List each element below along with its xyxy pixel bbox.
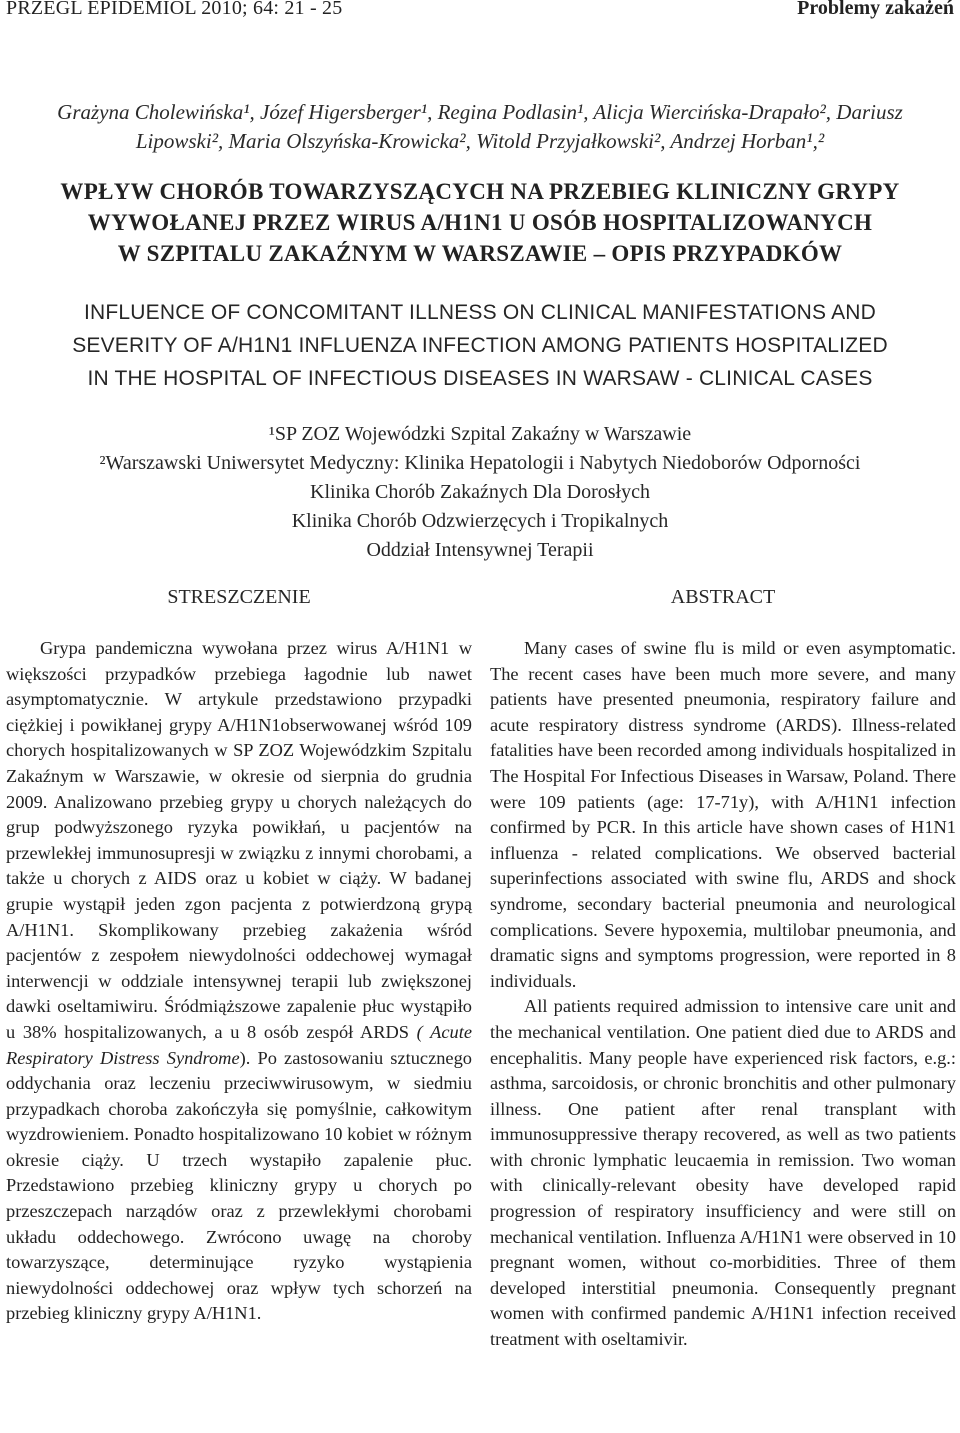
abstract-paragraph: All patients required admission to intensive care unit and the mechanical ventilation. One patient died due to ARDS and encephalitis. Many people have experienced risk factors, e.g.: asthma, sarcoidosis, or chronic bronchitis and other pulmonary illness. One patient after renal transplant with immunosuppressive therapy recovered, as well as two patients with chronic lymphatic leucaemia in remission. Two woman with clinically-relevant obesity have developed rapid progression of respiratory insufficiency and were still on mechanical ventilation. Influenza A/H1N1 were observed in 10 pregnant women, without co-morbidities. Three of them developed interstitial pneumonia. Consequently pregnant women with confirmed pandemic A/H1N1 infection received treatment with oseltamivir. (490, 996, 956, 1350)
title-english-line: SEVERITY OF A/H1N1 INFLUENZA INFECTION AMONG PATIENTS HOSPITALIZED (72, 334, 888, 357)
affiliation-line: ²Warszawski Uniwersytet Medyczny: Klinika Hepatologii i Nabytych Niedoborów Odporności (99, 452, 861, 474)
streszczenie-text-2: ). Po zastosowaniu sztucznego oddychania oraz leczeniu przeciwwirusowym, w siedmiu przypadkach choroba zakończyła się pomyślnie, całkowitym wyzdrowieniem. Ponadto hospitalizowano 10 kobiet w różnym okresie ciąży. U trzech wystapiło zapalenie płuc. Przedstawiono przebieg kliniczny grypy u chorych po przeszczepach narządów oraz z przewlekłymi chorobami układu oddechowego. Zwrócono uwagę na choroby towarzyszące, determinujące ryzyko wystąpienia niewydolności oddechowej oraz wpływ tych schorzeń na przebieg kliniczny grypy A/H1N1. (6, 1047, 472, 1324)
title-english-line: IN THE HOSPITAL OF INFECTIOUS DISEASES IN WARSAW - CLINICAL CASES (87, 367, 873, 390)
affiliation-line: Oddział Intensywnej Terapii (366, 539, 594, 561)
abstract-heading: ABSTRACT (670, 586, 776, 608)
title-polish (0, 176, 960, 269)
streszczenie-heading: STRESZCZENIE (167, 586, 311, 608)
streszczenie-italic-phrase: ( Acute Respiratory Distress (6, 1021, 472, 1068)
abstract-paragraph: Many cases of swine flu is mild or even asymptomatic. The recent cases have been much more severe, and many patients have presented pneumonia, respiratory failure and acute respiratory distress syndrome (ARDS). Illness-related fatalities have been recorded among individuals hospitalized in The Hospital For Infectious Diseases in Warsaw, Poland. There were 109 patients (age: 17-71y), with A/H1N1 infection confirmed by PCR. In this article have shown cases of H1N1 influenza - related complications. We observed bacterial superinfections associated with swine flu, ARDS and shock syndrome, secondary bacterial pneumonia and neurological complications. Severe hypoxemia, multilobar pneumonia, and dramatic signs and symptoms progression, were reported in 8 individuals. (490, 638, 956, 991)
title-english-line: INFLUENCE OF CONCOMITANT ILLNESS ON CLINICAL MANIFESTATIONS AND (83, 301, 877, 324)
streszczenie-text-1: Grypa pandemiczna wywołana przez wirus A/H1N1 w większości przypadków przebiega łagodnie lub nawet asymptomatycznie. W artykule przedstawiono przypadki ciężkiej i powikłanej grypy A/H1N1obserwowanej wśród 109 chorych hospitalizowanych w SP ZOZ Wojewódzkim Szpitalu Zakaźnym w Warszawie, w okresie od sierpnia do grudnia 2009. Analizowano przebieg grypy u chorych należących do grup podwyższonego ryzyka powikłań, u pacjentów na przewlekłej immunosupresji w związku z innymi chorobami, a także u chorych z AIDS oraz u kobiet w ciąży. W badanej grupie wystąpił jeden zgon pacjenta z potwierdzoną grypą A/H1N1. Skomplikowany przebieg zakażenia wśród pacjentów z zespołem niewydolności oddechowej wymagał interwencji w oddziale intensywnej terapii lub zwiększonej dawki oseltamiwiru. Śródmiąższowe zapalenie płuc wystąpiło u 38% hospitalizowanych, a u 8 osób zespół ARDS (6, 638, 472, 1042)
journal-citation: PRZEGL EPIDEMIOL 2010; 64: 21 - 25 (6, 0, 343, 19)
affiliation-line: Klinika Chorób Odzwierzęcych i Tropikalnych (291, 510, 669, 532)
author-list (0, 98, 960, 156)
affiliation-line: Klinika Chorób Zakaźnych Dla Dorosłych (310, 481, 650, 503)
affiliation-list (0, 420, 960, 565)
abstract-body (490, 636, 956, 1353)
section-label: Problemy zakażeń (797, 0, 954, 19)
streszczenie-body (6, 636, 472, 1327)
title-polish-line: WYWOŁANEJ PRZEZ WIRUS A/H1N1 U OSÓB HOSPITALIZOWANYCH (87, 210, 873, 235)
title-polish-line: WPŁYW CHORÓB TOWARZYSZĄCYCH NA PRZEBIEG KLINICZNY GRYPY (60, 179, 900, 204)
author-line: Lipowski², Maria Olszyńska-Krowicka², Witold Przyjałkowski², Andrzej Horban¹,² (135, 129, 825, 153)
title-english (0, 296, 960, 395)
title-polish-line: W SZPITALU ZAKAŹNYM W WARSZAWIE – OPIS PRZYPADKÓW (117, 241, 843, 266)
affiliation-line: ¹SP ZOZ Wojewódzki Szpital Zakaźny w Warszawie (268, 423, 692, 445)
streszczenie-paragraph (6, 636, 472, 1327)
author-line: Grażyna Cholewińska¹, Józef Higersberger¹, Regina Podlasin¹, Alicja Wiercińska-Drapało², Dariusz (57, 100, 903, 124)
streszczenie-italic-syndrome: Syndrome (166, 1047, 240, 1068)
